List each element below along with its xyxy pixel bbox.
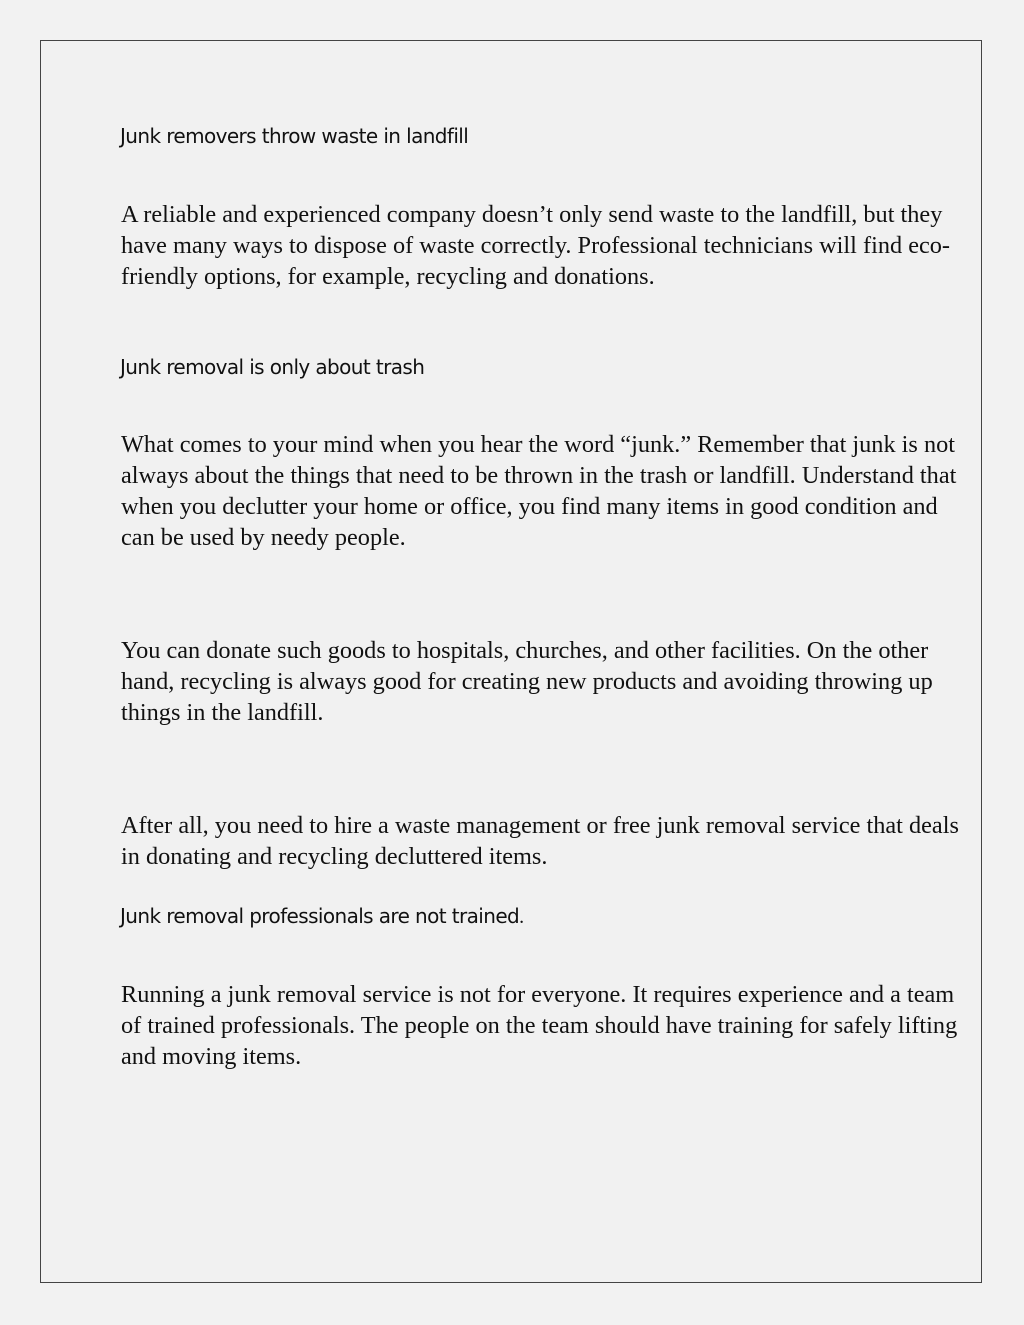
heading-landfill: Junk removers throw waste in landfill xyxy=(120,124,469,148)
paragraph-reliable-company: A reliable and experienced company doesn’t only send waste to the landfill, but they have many ways to dispose of waste correctly. Professional technicians will find eco-friendly options, for example, recycling and donations. xyxy=(121,201,951,290)
heading-trailing-period: . xyxy=(519,906,524,928)
paragraph-donate-goods: You can donate such goods to hospitals, churches, and other facilities. On the other hand, recycling is always good for creating new products and avoiding throwing up things in the landfill. xyxy=(121,637,933,726)
paragraph-what-comes-to-mind: What comes to your mind when you hear the word “junk.” Remember that junk is not always about the things that need to be thrown in the trash or landfill. Understand that when you declutter your home or office, you find many items in good condition and can be used by needy people. xyxy=(121,431,957,551)
heading-not-trained-text: Junk removal professionals are not trained xyxy=(120,904,520,928)
heading-not-trained xyxy=(120,904,524,929)
paragraph-running-service: Running a junk removal service is not for everyone. It requires experience and a team of trained professionals. The people on the team should have training for safely lifting and moving items. xyxy=(121,981,958,1070)
paragraph-after-all: After all, you need to hire a waste management or free junk removal service that deals in donating and recycling decluttered items. xyxy=(121,812,959,870)
heading-only-trash: Junk removal is only about trash xyxy=(120,355,425,379)
